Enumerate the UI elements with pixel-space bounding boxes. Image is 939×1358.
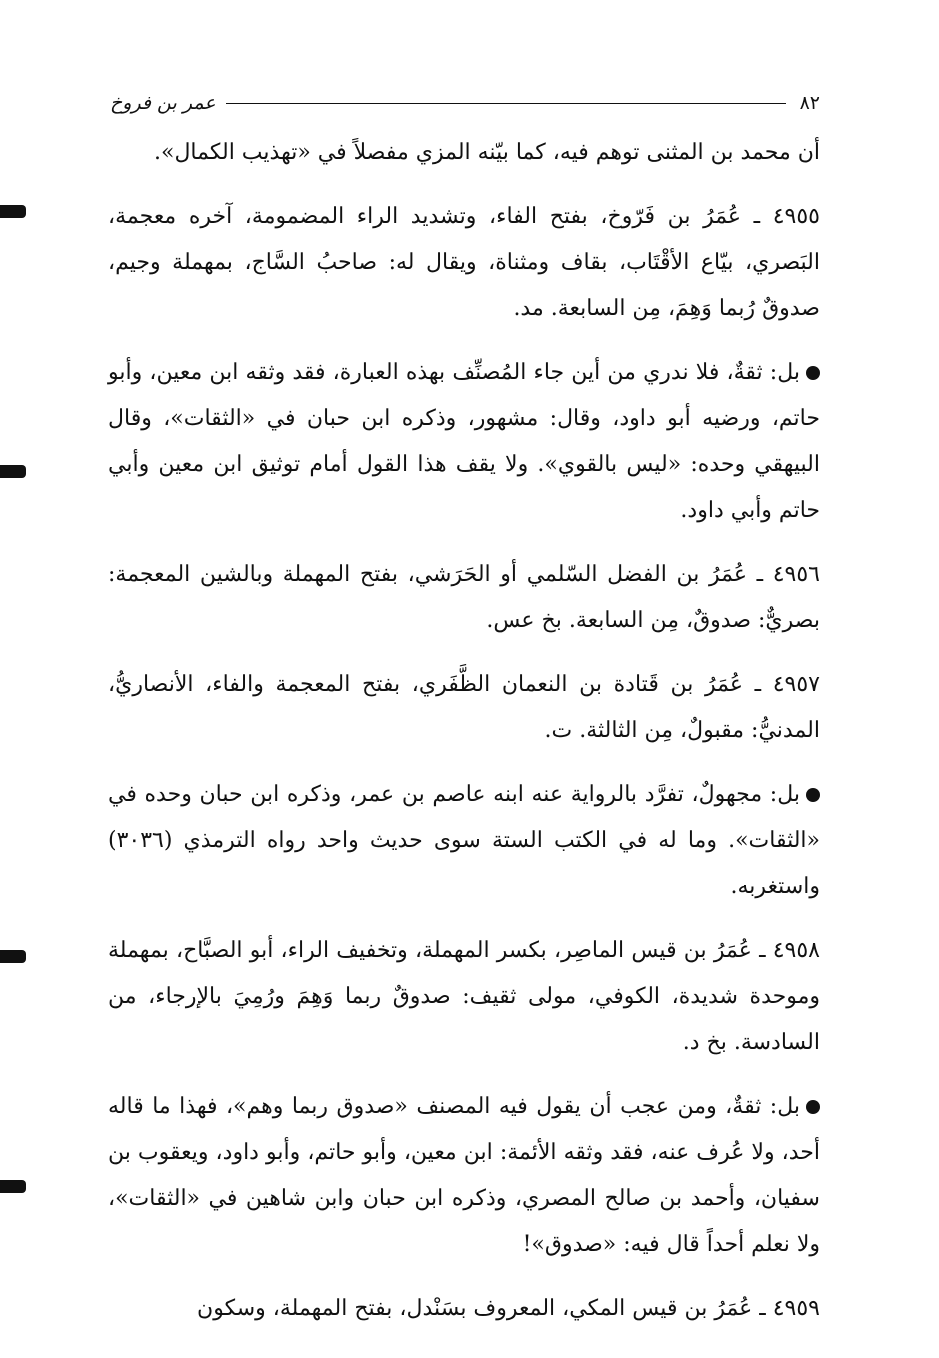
bullet-icon <box>806 366 820 380</box>
page-number: ٨٢ <box>799 92 820 114</box>
entry-4957: ٤٩٥٧ ـ عُمَرُ بن قَتادة بن النعمان الظَّفَري، بفتح المعجمة والفاء، الأنصاريُّ، المدنيُّ: مقبولٌ، مِن الثالثة. ت. <box>108 672 820 743</box>
margin-mark <box>0 465 26 478</box>
running-title: عمر بن فروخ <box>110 92 216 114</box>
entry-4955: ٤٩٥٥ ـ عُمَرُ بن فَرّوخ، بفتح الفاء، وتشديد الراء المضمومة، آخره معجمة، البَصري، بيّاع الأقْتَاب، بقاف ومثناة، ويقال له: صاحبُ السَّاج، بمهملة وجيم، صدوقٌ رُبما وَهِمَ، مِن السابعة. مد. <box>108 204 820 321</box>
comment-4955 <box>108 350 820 534</box>
bullet-icon <box>806 788 820 802</box>
entry-4959: ٤٩٥٩ ـ عُمَرُ بن قيس المكي، المعروف بسَنْدل، بفتح المهملة، وسكون <box>197 1296 820 1321</box>
comment-4958 <box>108 1084 820 1268</box>
page-body <box>108 130 820 1332</box>
entry-4956: ٤٩٥٦ ـ عُمَرُ بن الفضل السّلمي أو الحَرَشي، بفتح المهملة وبالشين المعجمة: بصريٌّ: صدوقٌ، مِن السابعة. بخ عس. <box>108 562 820 633</box>
comment-4957 <box>108 772 820 910</box>
page-header <box>110 88 820 118</box>
comment-text: بل: ثقةٌ، ومن عجب أن يقول فيه المصنف «صدوق ربما وهم»، فهذا ما قاله أحد، ولا عُرف عنه، فقد وثقه الأئمة: ابن معين، وأبو حاتم، وأبو داود، ويعقوب بن سفيان، وأحمد بن صالح المصري، وذكره ابن حبان وابن شاهين في «الثقات»، ولا نعلم أحداً قال فيه: «صدوق»! <box>108 1094 820 1257</box>
comment-text: بل: ثقةٌ، فلا ندري من أين جاء المُصنِّف بهذه العبارة، فقد وثقه ابن معين، وأبو حاتم، ورضيه أبو داود، وقال: مشهور، وذكره ابن حبان في «الثقات»، وقال البيهقي وحده: «ليس بالقوي». ولا يقف هذا القول أمام توثيق ابن معين وأبي حاتم وأبي داود. <box>108 360 820 523</box>
margin-mark <box>0 205 26 218</box>
paragraph-continuation: أن محمد بن المثنى توهم فيه، كما بيّنه المزي مفصلاً في «تهذيب الكمال». <box>153 140 820 165</box>
margin-mark <box>0 1180 26 1193</box>
entry-4958: ٤٩٥٨ ـ عُمَرُ بن قيس الماصِر، بكسر المهملة، وتخفيف الراء، أبو الصبَّاح، بمهملة وموحدة شديدة، الكوفي، مولى ثقيف: صدوقٌ ربما وَهِمَ ورُمِيَ بالإرجاء، من السادسة. بخ د. <box>108 938 820 1055</box>
header-rule <box>226 103 786 104</box>
comment-text: بل: مجهولٌ، تفرَّد بالرواية عنه ابنه عاصم بن عمر، وذكره ابن حبان وحده في «الثقات». وما له في الكتب الستة سوى حديث واحد رواه الترمذي (٣٠٣٦) واستغربه. <box>108 782 820 899</box>
bullet-icon <box>806 1100 820 1114</box>
margin-mark <box>0 950 26 963</box>
